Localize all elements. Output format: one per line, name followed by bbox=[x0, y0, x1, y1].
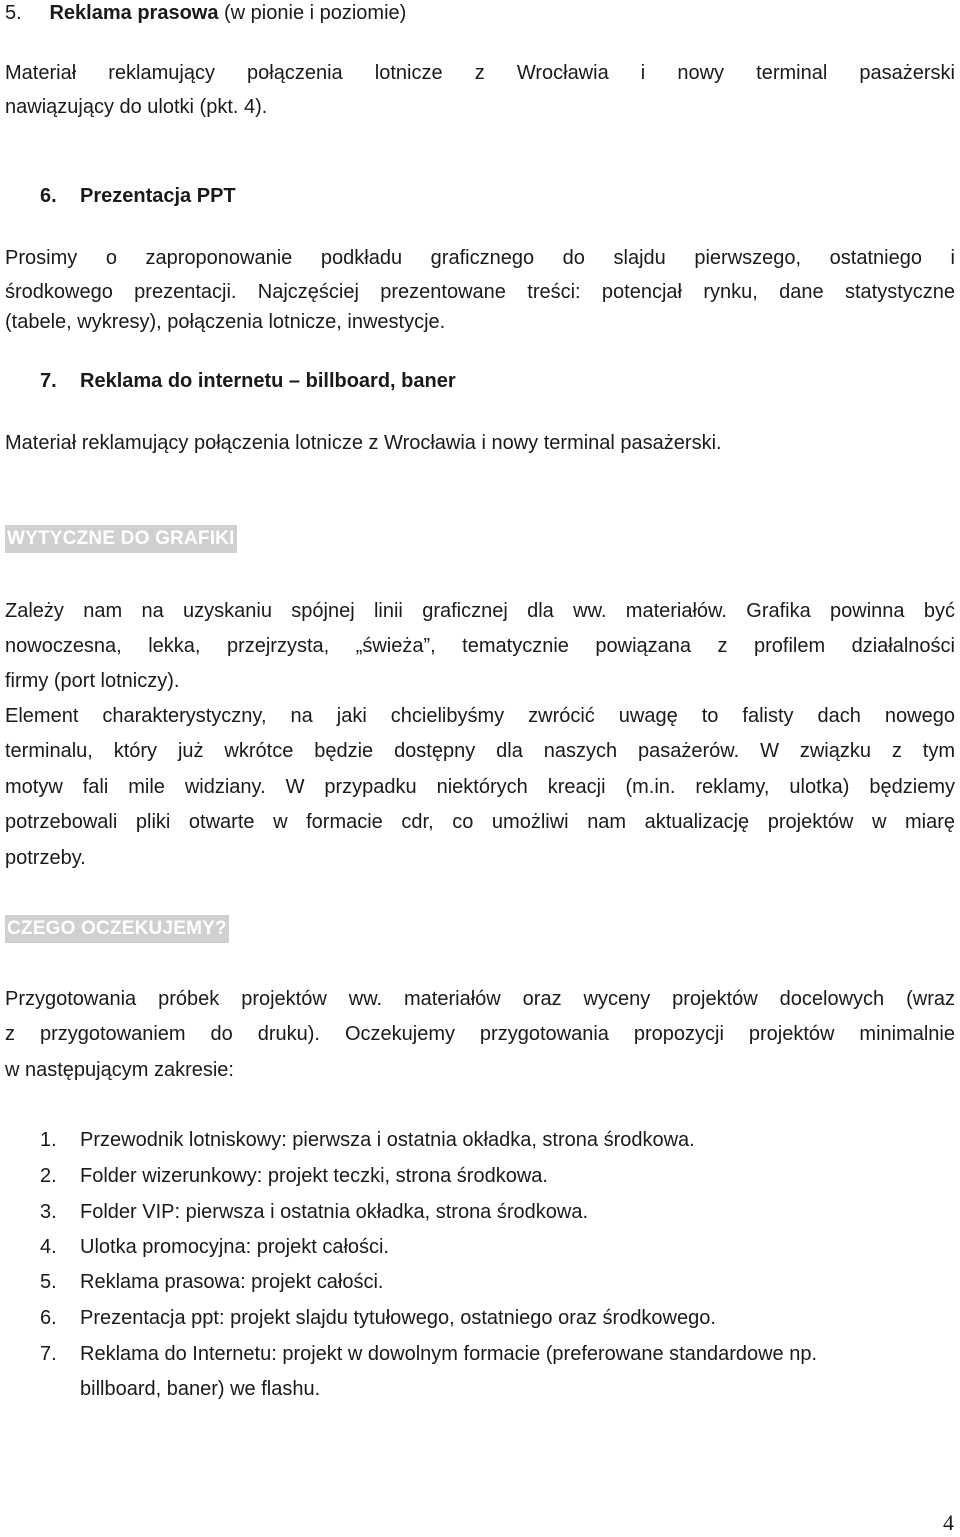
list-item-text: Prezentacja ppt: projekt slajdu tytułowego, ostatniego oraz środkowego. bbox=[80, 1307, 716, 1329]
guidelines-p2-line-1: Element charakterystyczny, na jaki chcielibyśmy zwrócić uwagę to falisty dach nowego bbox=[5, 705, 955, 727]
expectations-label: CZEGO OCZEKUJEMY? bbox=[5, 915, 229, 943]
expectations-p-line-1: Przygotowania próbek projektów ww. materiałów oraz wyceny projektów docelowych (wraz bbox=[5, 988, 955, 1010]
section-title-suffix: (w pionie i poziomie) bbox=[218, 2, 407, 24]
list-item-number: 5. bbox=[40, 1271, 57, 1293]
page-number: 4 bbox=[943, 1510, 954, 1535]
section-7-body-line-1: Materiał reklamujący połączenia lotnicze z Wrocławia i nowy terminal pasażerski. bbox=[5, 432, 722, 454]
section-5-heading bbox=[5, 0, 406, 26]
guidelines-p2-line-4: potrzebowali pliki otwarte w formacie cdr, co umożliwi nam aktualizację projektów w miarę bbox=[5, 811, 955, 833]
guidelines-p1-line-1: Zależy nam na uzyskaniu spójnej linii graficznej dla ww. materiałów. Grafika powinna być bbox=[5, 600, 955, 622]
list-item-text: Ulotka promocyjna: projekt całości. bbox=[80, 1236, 390, 1258]
section-title: Prezentacja PPT bbox=[80, 185, 236, 207]
list-item-text: Reklama prasowa: projekt całości. bbox=[80, 1271, 384, 1293]
list-item-text: Folder wizerunkowy: projekt teczki, strona środkowa. bbox=[80, 1165, 548, 1187]
section-number: 5. bbox=[5, 2, 22, 24]
guidelines-p2-line-5: potrzeby. bbox=[5, 847, 86, 869]
section-6-body-line-1: Prosimy o zaproponowanie podkładu graficznego do slajdu pierwszego, ostatniego i bbox=[5, 247, 955, 269]
guidelines-p2-line-2: terminalu, który już wkrótce będzie dostępny dla naszych pasażerów. W związku z tym bbox=[5, 740, 955, 762]
section-title: Reklama prasowa bbox=[49, 2, 219, 24]
guidelines-p1-line-3: firmy (port lotniczy). bbox=[5, 670, 180, 692]
list-item-text: Reklama do Internetu: projekt w dowolnym formacie (preferowane standardowe np. bbox=[80, 1343, 818, 1365]
guidelines-p1-line-2: nowoczesna, lekka, przejrzysta, „świeża”, tematycznie powiązana z profilem działalności bbox=[5, 635, 955, 657]
list-item-number: 4. bbox=[40, 1236, 57, 1258]
section-5-body-line-2: nawiązujący do ulotki (pkt. 4). bbox=[5, 96, 268, 118]
section-5-body-line-1: Materiał reklamujący połączenia lotnicze z Wrocławia i nowy terminal pasażerski bbox=[5, 62, 955, 84]
list-item-number: 3. bbox=[40, 1201, 57, 1223]
list-item-text: Przewodnik lotniskowy: pierwsza i ostatnia okładka, strona środkowa. bbox=[80, 1129, 695, 1151]
list-item-number: 7. bbox=[40, 1343, 57, 1365]
section-6-body-line-2: środkowego prezentacji. Najczęściej prezentowane treści: potencjał rynku, dane statystyczne bbox=[5, 281, 955, 303]
section-6-body-line-3: (tabele, wykresy), połączenia lotnicze, inwestycje. bbox=[5, 311, 446, 333]
guidelines-label: WYTYCZNE DO GRAFIKI bbox=[5, 525, 237, 553]
expectations-p-line-2: z przygotowaniem do druku). Oczekujemy przygotowania propozycji projektów minimalnie bbox=[5, 1023, 955, 1045]
expectations-p-line-3: w następującym zakresie: bbox=[5, 1059, 234, 1081]
list-item-text: billboard, baner) we flashu. bbox=[80, 1378, 321, 1400]
section-number: 7. bbox=[40, 370, 57, 392]
list-item-number: 6. bbox=[40, 1307, 57, 1329]
section-number: 6. bbox=[40, 185, 57, 207]
section-title: Reklama do internetu – billboard, baner bbox=[80, 370, 456, 392]
list-item-number: 2. bbox=[40, 1165, 57, 1187]
list-item-text: Folder VIP: pierwsza i ostatnia okładka, strona środkowa. bbox=[80, 1201, 589, 1223]
list-item-number: 1. bbox=[40, 1129, 57, 1151]
guidelines-p2-line-3: motyw fali mile widziany. W przypadku niektórych kreacji (m.in. reklamy, ulotka) będziemy bbox=[5, 776, 955, 798]
